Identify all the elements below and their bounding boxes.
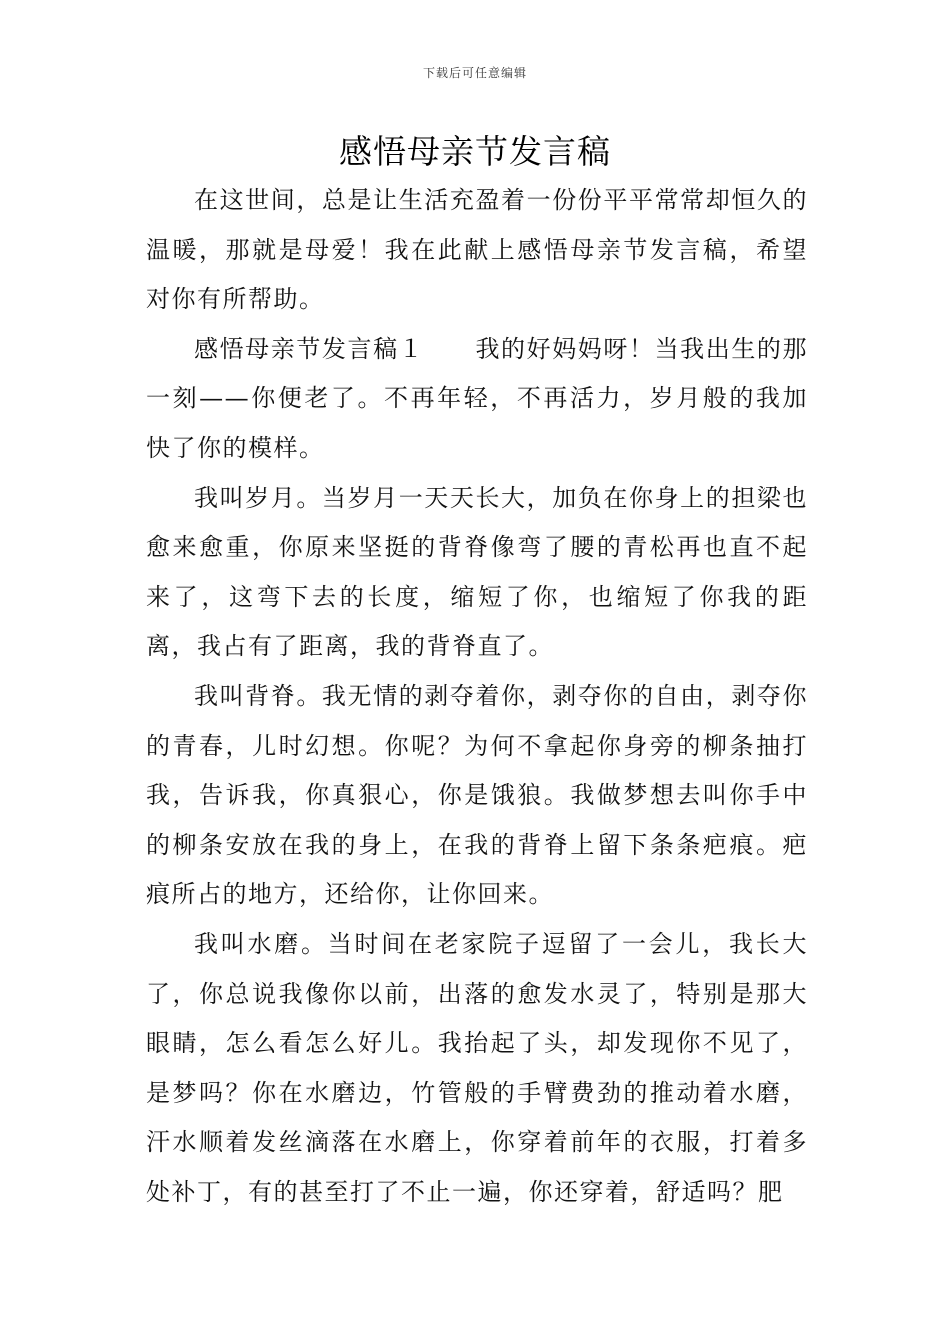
paragraph-shuimo: 我叫水磨。当时间在老家院子逗留了一会儿，我长大了，你总说我像你以前，出落的愈发水灵了，特别是那大眼睛，怎么看怎么好儿。我抬起了头，却发现你不见了，是梦吗？你在水磨边，竹管般的手臂费劲的推动着水磨，汗水顺着发丝滴落在水磨上，你穿着前年的衣服，打着多处补丁，有的甚至打了不止一遍，你还穿着，舒适吗？肥 <box>146 929 808 1206</box>
paragraph-beiji: 我叫背脊。我无情的剥夺着你，剥夺你的自由，剥夺你的青春，儿时幻想。你呢？为何不拿起你身旁的柳条抽打我，告诉我，你真狠心，你是饿狼。我做梦想去叫你手中的柳条安放在我的身上，在我的背脊上留下条条疤痕。疤痕所占的地方，还给你，让你回来。 <box>146 681 808 909</box>
paragraph-intro: 在这世间，总是让生活充盈着一份份平平常常却恒久的温暖，那就是母爱！我在此献上感悟母亲节发言稿，希望对你有所帮助。 <box>146 186 808 314</box>
page-header-note: 下载后可任意编辑 <box>422 66 527 80</box>
paragraph-suiyue: 我叫岁月。当岁月一天天长大，加负在你身上的担梁也愈来愈重，你原来坚挺的背脊像弯了腰的青松再也直不起来了，这弯下去的长度，缩短了你，也缩短了你我的距离，我占有了距离，我的背脊直了。 <box>146 483 808 661</box>
paragraph-speech-1: 感悟母亲节发言稿１ 我的好妈妈呀！当我出生的那一刻——你便老了。不再年轻，不再活力，岁月般的我加快了你的模样。 <box>146 334 808 462</box>
document-title: 感悟母亲节发言稿 <box>339 132 611 171</box>
document-body <box>146 176 808 1217</box>
